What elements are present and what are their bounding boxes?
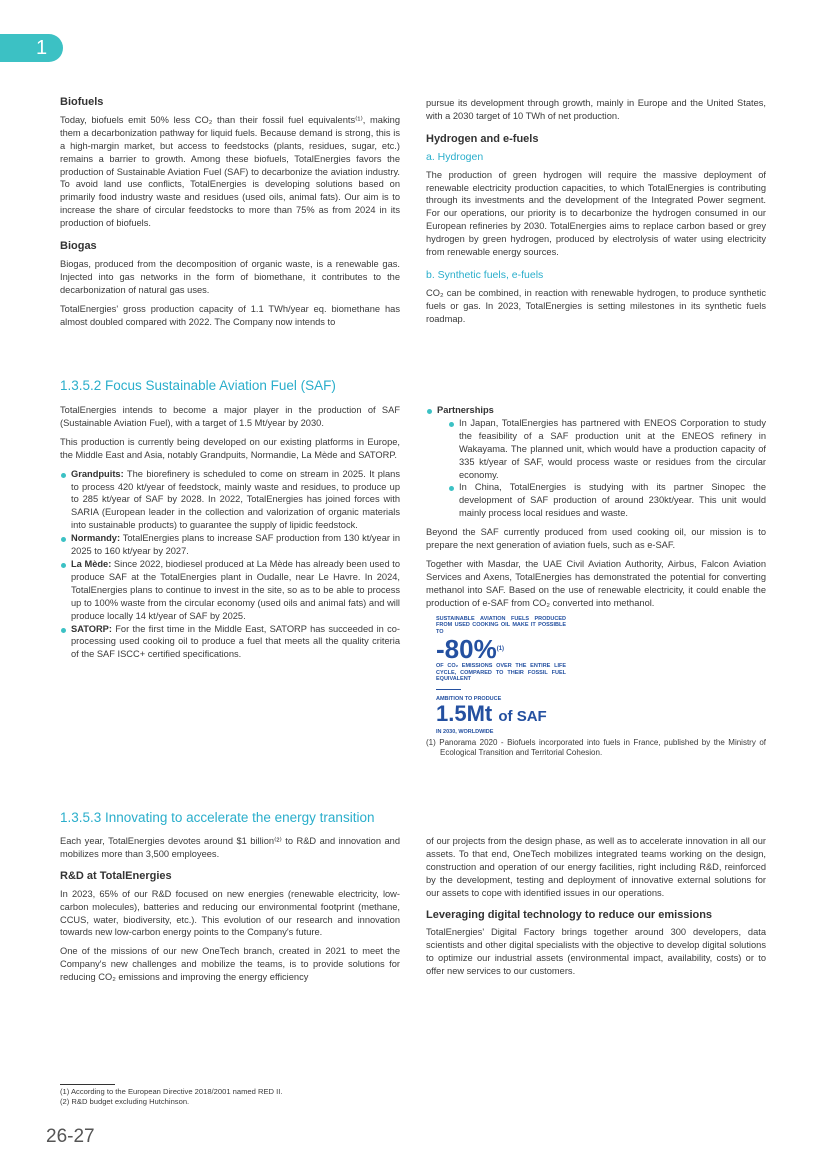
chapter-tab: 1 xyxy=(0,34,63,62)
ambition-value: 1.5Mt xyxy=(436,701,493,727)
onetech-continued: of our projects from the design phase, as well as to accelerate innovation in all our assets. To that end, OneTech mobilizes integrated teams working on the design, construction and operation of our energy facilities, right including R&D, reinforced by the development, testing and deployment of innovative external solutions for our assets to cope with identified issues in our operations. xyxy=(426,836,766,898)
list-item: In Japan, TotalEnergies has partnered with ENEOS Corporation to study the feasibility of a SAF production unit at the ENEOS refinery in Wakayama. The planned unit, which would have a production capacity of 335 kt/year of SAF, would process waste or residues from the circular economy. xyxy=(437,417,766,482)
list-item xyxy=(60,532,400,558)
saf-sites-list xyxy=(60,468,400,662)
bullet-text: The biorefinery is scheduled to come on stream in 2025. It plans to process 420 kt/year of feedstock, mainly waste and residues, to produce up to 285 kt/year of SAF by 2028. In 2022, TotalEnergies has joined forces with SARIA (European leader in the collection and valorization of organic materials into sustainable products) to guarantee the supply of lipidic feedstock. xyxy=(71,468,400,531)
rd-budget-text: Each year, TotalEnergies devotes around $1 billion⁽²⁾ to R&D and innovation and mobilizes more than 3,500 employees. xyxy=(60,836,400,859)
hydrogen-text: The production of green hydrogen will require the massive deployment of renewable electricity production capacities, to which TotalEnergies is contributing through its investments and the development of the Integrated Power segment. For our operations, our priority is to decarbonize the hydrogen consumed in our European refineries by 2030. TotalEnergies aims to replace carbon based or grey hydrogen by green hydrogen, produced by electrolysis of water using electricity from renewable energy sources. xyxy=(426,169,766,258)
digital-heading: Leveraging digital technology to reduce our emissions xyxy=(426,908,713,921)
ambition-unit: of SAF xyxy=(498,708,547,726)
list-item xyxy=(426,404,766,520)
partnerships-label: Partnerships xyxy=(437,405,494,415)
saf-footnote: (1) Panorama 2020 - Biofuels incorporated into fuels in France, published by the Ministry of Ecological Transition and Territorial Cohesion. xyxy=(426,737,766,757)
bullet-label: Normandy: xyxy=(71,533,121,544)
footnote: (1) According to the European Directive 2018/2001 named RED II. xyxy=(60,1087,283,1096)
bullet-label: La Mède: xyxy=(71,558,112,569)
divider xyxy=(436,689,461,690)
left-column-top xyxy=(60,96,400,335)
rd-focus-text: In 2023, 65% of our R&D focused on new energies (renewable electricity, low-carbon molecules), batteries and reducing our environmental footprint (methane, CCUS, water, biodiversity, etc.). This evolution of our research and innovation towards new low-carbon energy points to the Company's future. xyxy=(60,888,400,938)
bullet-text: For the first time in the Middle East, SATORP has succeeded in co-processing used cooking oil to produce a fuel that meets all the quality criteria of the SAF ISCC+ certified specifications. xyxy=(71,623,400,660)
biogas-text-2: TotalEnergies' gross production capacity of 1.1 TWh/year eq. biomethane has almost doubled compared with 2022. The Company now intends to xyxy=(60,303,400,327)
biofuels-heading: Biofuels xyxy=(60,96,104,108)
ambition-desc: IN 2030, WORLDWIDE xyxy=(436,729,494,736)
innovation-section-heading: 1.3.5.3 Innovating to accelerate the energy transition xyxy=(60,810,375,825)
biogas-continued: pursue its development through growth, mainly in Europe and the United States, with a 2030 target of 10 TWh of net production. xyxy=(426,98,766,121)
digital-text: TotalEnergies' Digital Factory brings together around 300 developers, data scientists and other digital specialists with the objective to develop digital solutions to optimize our industrial assets (environmental impact, availability, costs) or to offer new services to our customers. xyxy=(426,927,766,977)
stat-value: -80% xyxy=(436,634,497,665)
stat-intro: SUSTAINABLE AVIATION FUELS PRODUCED FROM USED COOKING OIL MAKE IT POSSIBLE TO xyxy=(436,615,566,635)
footnote-rule xyxy=(60,1084,115,1085)
right-column-top xyxy=(426,97,766,332)
list-item xyxy=(60,623,400,662)
saf-right-column xyxy=(426,404,766,758)
biogas-heading: Biogas xyxy=(60,240,97,253)
stat-desc: OF CO₂ EMISSIONS OVER THE ENTIRE LIFE CYCLE, COMPARED TO THEIR FOSSIL FUEL EQUIVALENT xyxy=(436,663,566,683)
efuels-subheading: b. Synthetic fuels, e-fuels xyxy=(426,268,544,281)
partnerships-list xyxy=(426,404,766,520)
footnote: (2) R&D budget excluding Hutchinson. xyxy=(60,1096,190,1106)
esaf-text: Beyond the SAF currently produced from used cooking oil, our mission is to prepare the next generation of aviation fuels, such as e-SAF. xyxy=(426,527,766,551)
bullet-text: TotalEnergies plans to increase SAF production from 130 kt/year in 2025 to 160 kt/year by 2027. xyxy=(71,533,400,557)
onetech-text: One of the missions of our new OneTech branch, created in 2021 to meet the Company's new challenges and mobilize the teams, is to provide solutions for reducing CO₂ emissions and improving the energy efficiency xyxy=(60,946,400,983)
saf-section-heading: 1.3.5.2 Focus Sustainable Aviation Fuel (SAF) xyxy=(60,378,336,393)
innovation-right-column xyxy=(426,835,766,984)
stat-ref: (1) xyxy=(496,646,505,653)
saf-intro: TotalEnergies intends to become a major player in the production of SAF (Sustainable Aviation Fuel), with a target of 1.5 Mt/year by 2030. xyxy=(60,405,400,428)
page-footnotes xyxy=(60,1084,282,1106)
hydrogen-heading: Hydrogen and e-fuels xyxy=(426,132,539,145)
page-number: 26-27 xyxy=(46,1126,95,1147)
biogas-text-1: Biogas, produced from the decomposition of organic waste, is a renewable gas. Injected into gas networks in the form of biomethane, it contributes to the decarbonization of natural gas uses. xyxy=(60,258,400,295)
rd-heading: R&D at TotalEnergies xyxy=(60,869,172,882)
bullet-label: SATORP: xyxy=(71,623,112,634)
list-item: In China, TotalEnergies is studying with its partner Sinopec the development of SAF production of around 230kt/year. This unit would mainly process local residues and waste. xyxy=(437,481,766,520)
list-item xyxy=(60,558,400,623)
bullet-text: Since 2022, biodiesel produced at La Mède has already been used to produce SAF at the TotalEnergies plant in Oudalle, near Le Havre. In 2024, TotalEnergies plans to continue to invest in the site, so as to be able to process up to 100% waste from the circular economy (used oils and animal fats) and will produce locally 14 kt/year of SAF by 2025. xyxy=(71,558,400,621)
saf-stats-infographic xyxy=(436,616,766,736)
ambition-value-row xyxy=(436,702,766,729)
saf-platforms: This production is currently being developed on our existing platforms in Europe, the Middle East and Asia, notably Grandpuits, Normandie, La Mède and SATORP. xyxy=(60,436,400,460)
ambition-intro: AMBITION TO PRODUCE xyxy=(436,695,502,702)
biofuels-text: Today, biofuels emit 50% less CO₂ than their fossil fuel equivalents⁽¹⁾, making them a decarbonization pathway for liquid fuels. Because demand is strong, this is a high-margin market, but access to feedstocks (plants, residues, sugar, etc.) remains a barrier to growth. Among these biofuels, TotalEnergies favors the production of Sustainable Aviation Fuel (SAF) to decarbonize the aviation industry. To avoid land use conflicts, TotalEnergies is developing solutions based on primarily food industry waste and residues (used oils, animal fats). Our aim is to increase the share of circular feedstocks to more than 75% as from 2024 in its production of biofuels. xyxy=(60,114,400,229)
methanol-text: Together with Masdar, the UAE Civil Aviation Authority, Airbus, Falcon Aviation Services and Axens, TotalEnergies has demonstrated the potential for converting methanol into SAF. Based on the use of renewable electricity, it could enable the production of e-SAF from CO₂ converted into methanol. xyxy=(426,558,766,608)
innovation-left-column xyxy=(60,835,400,990)
hydrogen-subheading: a. Hydrogen xyxy=(426,150,484,163)
list-item xyxy=(60,468,400,533)
stat-value-row xyxy=(436,635,766,663)
saf-left-column xyxy=(60,404,400,667)
bullet-label: Grandpuits: xyxy=(71,468,124,479)
efuels-text: CO₂ can be combined, in reaction with renewable hydrogen, to produce synthetic fuels or gas. In 2023, TotalEnergies is setting milestones in its synthetic fuels roadmap. xyxy=(426,287,766,324)
